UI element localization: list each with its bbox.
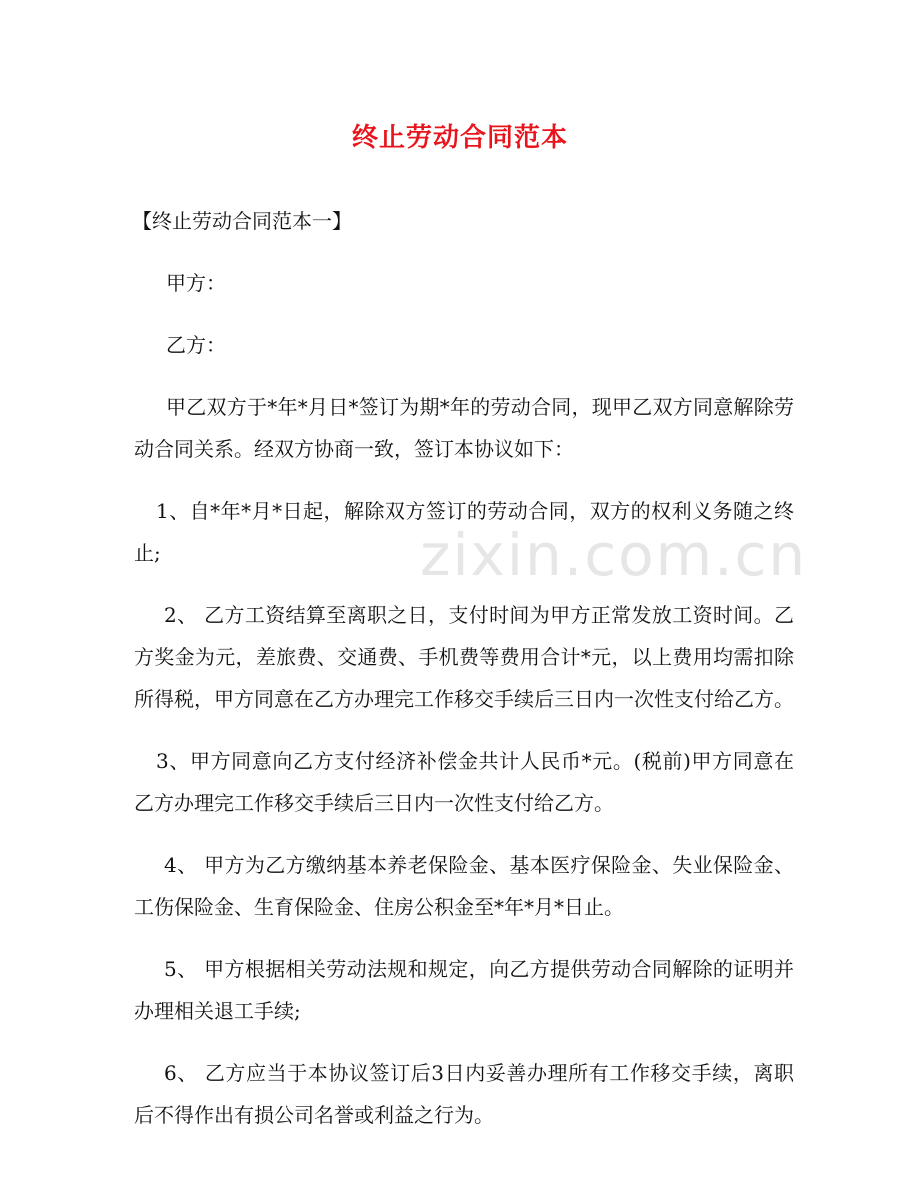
clause-4: 4、 甲方为乙方缴纳基本养老保险金、基本医疗保险金、失业保险金、工伤保险金、生育保险金、住房公积金至*年*月*日止。 xyxy=(134,853,794,919)
watermark: zixin.com.cn xyxy=(420,521,808,589)
party-b-label: 乙方： xyxy=(166,333,226,357)
clause-2: 2、 乙方工资结算至离职之日，支付时间为甲方正常发放工资时间。乙方奖金为元，差旅费、交通费、手机费等费用合计*元，以上费用均需扣除所得税，甲方同意在乙方办理完工作移交手续后三日内一次性支付给乙方。 xyxy=(134,603,794,711)
clause-3: 3、甲方同意向乙方支付经济补偿金共计人民币*元。(税前)甲方同意在乙方办理完工作移交手续后三日内一次性支付给乙方。 xyxy=(134,749,794,815)
clause-1: 1、自*年*月*日起，解除双方签订的劳动合同，双方的权利义务随之终止; xyxy=(134,499,794,565)
intro-paragraph: 甲乙双方于*年*月日*签订为期*年的劳动合同，现甲乙双方同意解除劳动合同关系。经双方协商一致，签订本协议如下： xyxy=(134,395,794,461)
document-title: 终止劳动合同范本 xyxy=(351,123,568,153)
clause-6: 6、 乙方应当于本协议签订后3日内妥善办理所有工作移交手续，离职后不得作出有损公司名誉或利益之行为。 xyxy=(134,1061,794,1127)
section-heading: 【终止劳动合同范本一】 xyxy=(132,209,352,233)
clause-5: 5、 甲方根据相关劳动法规和规定，向乙方提供劳动合同解除的证明并办理相关退工手续; xyxy=(134,957,794,1023)
party-a-label: 甲方： xyxy=(166,271,226,295)
document-body xyxy=(134,200,794,1156)
